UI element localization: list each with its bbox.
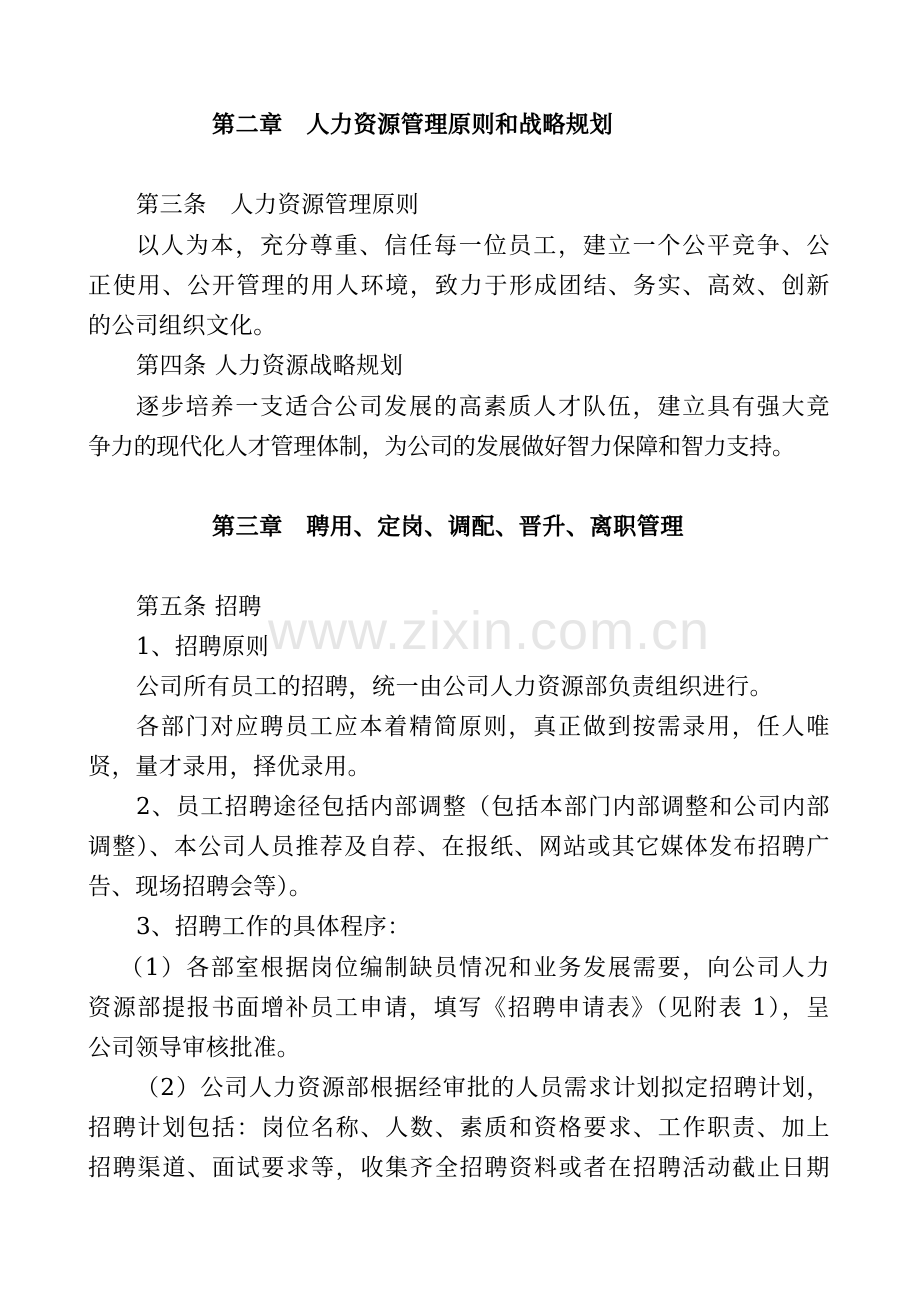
item-1-title: 1、招聘原则 [136, 634, 270, 660]
step-2-line-3: 招聘渠道、面试要求等，收集齐全招聘资料或者在招聘活动截止日期 [88, 1155, 830, 1181]
item-1-line-3: 贤，量才录用，择优录用。 [88, 754, 372, 780]
item-1-line-2: 各部门对应聘员工应本着精简原则，真正做到按需录用，任人唯 [136, 714, 830, 740]
step-2-line-1: （2）公司人力资源部根据经审批的人员需求计划拟定招聘计划， [136, 1075, 830, 1101]
chapter-3-heading: 第三章 聘用、定岗、调配、晋升、离职管理 [212, 513, 684, 540]
article-3-line-2: 正使用、公开管理的用人环境，致力于形成团结、务实、高效、创新 [88, 273, 830, 299]
item-2-line-2: 调整）、本公司人员推荐及自荐、在报纸、网站或其它媒体发布招聘广 [88, 834, 830, 860]
item-2-line-3: 告、现场招聘会等）。 [88, 874, 313, 900]
chapter-2-heading: 第二章 人力资源管理原则和战略规划 [212, 111, 614, 138]
article-3-title: 第三条 人力资源管理原则 [136, 192, 420, 218]
item-1-line-1: 公司所有员工的招聘，统一由公司人力资源部负责组织进行。 [136, 674, 774, 700]
article-3-line-1: 以人为本，充分尊重、信任每一位员工，建立一个公平竞争、公 [136, 233, 830, 259]
article-3-line-3: 的公司组织文化。 [88, 313, 277, 339]
step-1-line-1: （1）各部室根据岗位编制缺员情况和业务发展需要，向公司人力 [120, 955, 830, 981]
step-2-line-2: 招聘计划包括：岗位名称、人数、素质和资格要求、工作职责、加上 [88, 1115, 830, 1141]
item-2-line-1: 2、员工招聘途径包括内部调整（包括本部门内部调整和公司内部 [136, 794, 830, 820]
step-1-line-3: 公司领导审核批准。 [88, 1035, 301, 1061]
item-3-title: 3、招聘工作的具体程序： [136, 914, 411, 940]
article-4-title: 第四条 人力资源战略规划 [136, 353, 404, 379]
article-4-line-2: 争力的现代化人才管理体制，为公司的发展做好智力保障和智力支持。 [88, 434, 795, 460]
article-5-title: 第五条 招聘 [136, 594, 262, 620]
step-1-line-2: 资源部提报书面增补员工申请，填写《招聘申请表》（见附表 1），呈 [88, 995, 830, 1021]
watermark: www.zixin.com.cn [268, 601, 711, 661]
article-4-line-1: 逐步培养一支适合公司发展的高素质人才队伍，建立具有强大竞 [136, 394, 830, 420]
